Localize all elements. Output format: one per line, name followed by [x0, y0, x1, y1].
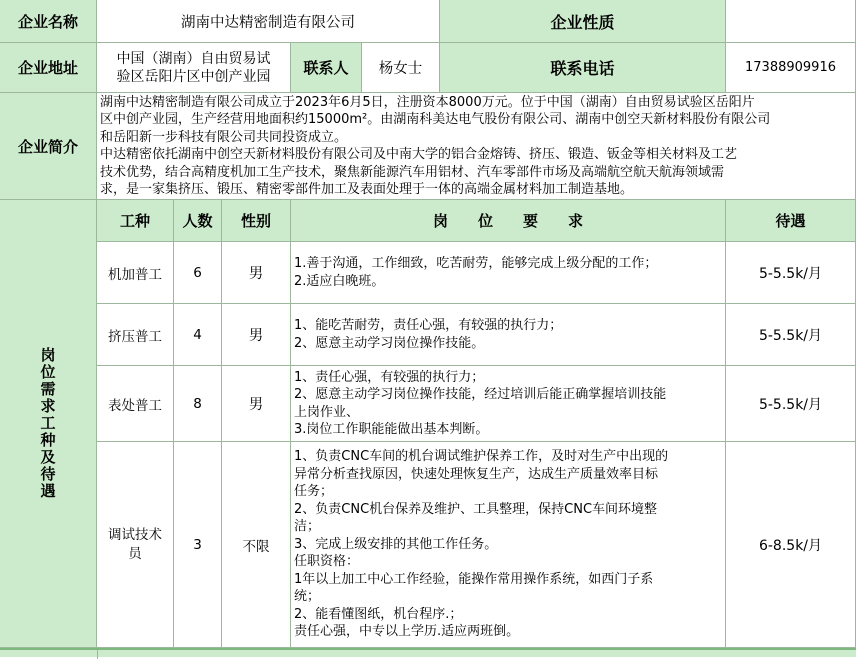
- contact-phone-label: 联系电话: [440, 43, 726, 93]
- job-row-3-gender: 男: [222, 366, 291, 442]
- company-nature-label: 企业性质: [440, 0, 726, 43]
- header-gender: 性别: [222, 200, 291, 242]
- company-address-value: 中国（湖南）自由贸易试 验区岳阳片区中创产业园: [97, 43, 291, 93]
- next-row-strip: [0, 648, 856, 657]
- job-row-3-requirements-text: 1、责任心强，有较强的执行力； 2、愿意主动学习岗位操作技能，经过培训后能正确掌握培训技能 上岗作业、 3.岗位工作职能能做出基本判断。: [294, 369, 667, 437]
- job-row-2-requirements-text: 1、能吃苦耐劳，责任心强，有较强的执行力； 2、愿意主动学习岗位操作技能。: [294, 318, 563, 351]
- job-row-2-gender: 男: [222, 304, 291, 366]
- job-row-4-count: 3: [174, 442, 222, 648]
- job-row-1-pay: 5-5.5k/月: [726, 242, 856, 304]
- job-row-2-type: 挤压普工: [97, 304, 174, 366]
- job-row-1-requirements-text: 1.善于沟通，工作细致，吃苦耐劳，能够完成上级分配的工作； 2.适应白晚班。: [294, 256, 658, 289]
- contact-person-label: 联系人: [291, 43, 362, 93]
- header-headcount: 人数: [174, 200, 222, 242]
- job-row-1-type: 机加普工: [97, 242, 174, 304]
- job-row-3-count: 8: [174, 366, 222, 442]
- company-name-value: 湖南中达精密制造有限公司: [97, 0, 440, 43]
- job-row-4-pay: 6-8.5k/月: [726, 442, 856, 648]
- job-row-1-count: 6: [174, 242, 222, 304]
- jobs-section-label: [0, 200, 97, 648]
- job-row-4-gender: 不限: [222, 442, 291, 648]
- job-row-4-type: 调试技术 员: [97, 442, 174, 648]
- company-address-label: 企业地址: [0, 43, 97, 93]
- company-nature-value: [726, 0, 856, 43]
- company-intro-text: [97, 93, 856, 200]
- job-row-2-requirements: [291, 304, 726, 366]
- job-row-4-requirements-text: 1、负责CNC车间的机台调试维护保养工作，及时对生产中出现的 异常分析查找原因，快速处理恢复生产，达成生产质量效率目标 任务； 2、负责CNC机台保养及维护、工具整理，保持CNC车间环境整 洁； 3、完成上级安排的其他工作任务。 任职资格： 1年以上加工中心工作经验，能操作常用操作系统，如西门子系 统； 2、能看懂图纸，机台程序.； 责任心强，中专以上学历.适应两班倒。: [294, 449, 669, 640]
- header-requirements: 岗 位 要 求: [291, 200, 726, 242]
- contact-person-value: 杨女士: [362, 43, 440, 93]
- job-row-4-requirements: [291, 442, 726, 648]
- contact-phone-value: 17388909916: [726, 43, 856, 93]
- job-row-3-pay: 5-5.5k/月: [726, 366, 856, 442]
- company-intro-paragraph: 湖南中达精密制造有限公司成立于2023年6月5日，注册资本8000万元。位于中国（湖南）自由贸易试验区岳阳片 区中创产业园，生产经营用地面积约15000m²。由湖南科美达电气股份有限公司、湖南中创空天新材料股份有限公司 和岳阳新一步科技有限公司共同投资成立。 中达精密依托湖南中创空天新材料股份有限公司及中南大学的铝合金熔铸、挤压、锻造、钣金等相关材料及工艺 技术优势，结合高精度机加工生产技术，聚焦新能源汽车用铝材、汽车零部件市场及高端航空航天航海领域需 求，是一家集挤压、锻压、精密零部件加工及表面处理于一体的高端金属材料加工制造基地。: [100, 94, 771, 197]
- header-job-type: 工种: [97, 200, 174, 242]
- job-row-3-requirements: [291, 366, 726, 442]
- job-row-2-count: 4: [174, 304, 222, 366]
- job-row-2-pay: 5-5.5k/月: [726, 304, 856, 366]
- jobs-section-label-text: 岗位需求工种及待遇: [38, 347, 57, 500]
- company-intro-label: 企业简介: [0, 93, 97, 200]
- job-row-3-type: 表处普工: [97, 366, 174, 442]
- header-pay: 待遇: [726, 200, 856, 242]
- job-row-1-gender: 男: [222, 242, 291, 304]
- job-row-1-requirements: [291, 242, 726, 304]
- next-row-separator: [97, 650, 98, 659]
- company-name-label: 企业名称: [0, 0, 97, 43]
